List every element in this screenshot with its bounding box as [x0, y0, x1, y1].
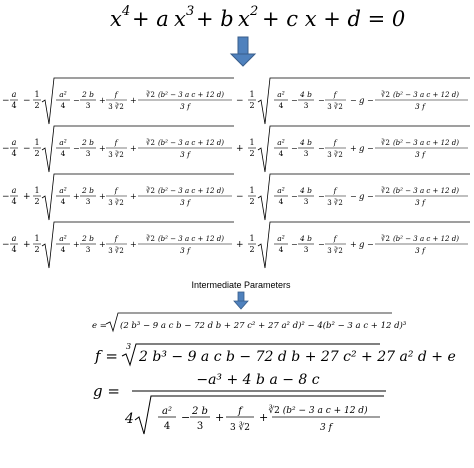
root-left-sqrt-sign: [42, 222, 234, 268]
rterm-4b-numerator: 4 b: [300, 234, 312, 243]
term-2b-numerator: 2 b: [82, 186, 94, 195]
term-plus-1: +: [99, 144, 106, 153]
rterm-a2-numerator: a²: [277, 186, 285, 195]
root-lead-sign: −: [2, 96, 10, 106]
root-half-sign: +: [23, 240, 31, 250]
root-left-sqrt-sign: [42, 78, 234, 124]
rterm-big-denominator: 3 f: [415, 150, 425, 159]
term-a2-denominator: 4: [60, 245, 66, 254]
term-2b-denominator: 3: [85, 101, 91, 110]
root-lead-sign: −: [2, 240, 10, 250]
root-half-sign: −: [23, 96, 31, 106]
term-big-denominator: 3 f: [180, 102, 190, 111]
rterm-minus-1: −: [291, 240, 298, 249]
term-f-denominator: 3 ∛2: [108, 103, 124, 111]
rterm-minus-2: −: [318, 192, 325, 201]
root-half-sign: +: [23, 192, 31, 202]
rterm-a2-denominator: 4: [278, 245, 284, 254]
root-1: [2, 78, 470, 124]
root-half-numerator: 1: [34, 138, 40, 147]
rterm-minus-2: −: [318, 144, 325, 153]
term-f-numerator: f: [114, 90, 118, 99]
rterm-4b-denominator: 3: [303, 197, 309, 206]
root-3: [2, 174, 470, 220]
term-big-numerator: ∛2 (b² − 3 a c + 12 d): [146, 139, 224, 147]
root-half-denominator: 2: [34, 197, 40, 206]
term-2b-numerator: 2 b: [82, 138, 94, 147]
down-arrow-icon: [231, 37, 255, 66]
rterm-minus-1: −: [291, 96, 298, 105]
rterm-f-denominator: 3 ∛2: [327, 103, 343, 111]
rterm-g: g: [359, 144, 365, 154]
rterm-big-numerator: ∛2 (b² − 3 a c + 12 d): [381, 91, 459, 99]
term-big-numerator: ∛2 (b² − 3 a c + 12 d): [146, 235, 224, 243]
eq-exp3: 3: [186, 4, 195, 19]
rterm-g-sign: −: [350, 192, 357, 201]
rterm-g-sign: −: [350, 96, 357, 105]
root-4: [2, 222, 470, 268]
rterm-a2-numerator: a²: [277, 138, 285, 147]
rterm-big-denominator: 3 f: [415, 198, 425, 207]
term-big-denominator: 3 f: [180, 150, 190, 159]
rterm-a2-denominator: 4: [278, 197, 284, 206]
e-definition: [92, 313, 407, 331]
root-half-numerator: 1: [34, 186, 40, 195]
root-half-denominator: 2: [34, 101, 40, 110]
rterm-a2-numerator: a²: [277, 90, 285, 99]
term-minus-1: +: [73, 192, 80, 201]
term-f-numerator: f: [114, 138, 118, 147]
g-t2-denominator: 3: [196, 421, 204, 432]
eq-plus-b: + b: [196, 7, 234, 31]
root-mid-sign: −: [236, 192, 244, 202]
term-minus-1: +: [73, 240, 80, 249]
rterm-g-sign: +: [350, 240, 357, 249]
rterm-minus-3: −: [367, 192, 374, 201]
term-plus-1: +: [99, 240, 106, 249]
eq-x4: x: [110, 7, 122, 31]
rterm-4b-numerator: 4 b: [300, 90, 312, 99]
rterm-minus-2: −: [318, 240, 325, 249]
rterm-4b-denominator: 3: [303, 101, 309, 110]
term-a2-numerator: a²: [59, 138, 67, 147]
g-t1-denominator: 4: [163, 421, 171, 432]
root-mid-sign: −: [236, 96, 244, 106]
rterm-a2-denominator: 4: [278, 101, 284, 110]
g-plus-2: +: [259, 411, 269, 424]
term-a2-denominator: 4: [60, 149, 66, 158]
g-t3-denominator: 3 ∛2: [229, 423, 251, 433]
term-big-numerator: ∛2 (b² − 3 a c + 12 d): [146, 187, 224, 195]
f-body: 2 b³ − 9 a c b − 72 d b + 27 c² + 27 a² d + e: [139, 349, 456, 365]
f-definition: [94, 342, 456, 365]
term-2b-numerator: 2 b: [82, 90, 94, 99]
term-f-numerator: f: [114, 186, 118, 195]
term-2b-denominator: 3: [85, 245, 91, 254]
rterm-f-denominator: 3 ∛2: [327, 151, 343, 159]
rterm-big-denominator: 3 f: [415, 102, 425, 111]
eq-x3: x: [174, 7, 186, 31]
term-f-denominator: 3 ∛2: [108, 199, 124, 207]
rterm-minus-3: −: [367, 96, 374, 105]
rterm-g-sign: +: [350, 144, 357, 153]
root-mid-sign: +: [236, 144, 244, 154]
root-half2-denominator: 2: [249, 101, 255, 110]
term-a2-denominator: 4: [60, 101, 66, 110]
g-definition: [93, 372, 386, 434]
root-a-denominator: 4: [11, 101, 17, 110]
e-body: (2 b³ − 9 a c b − 72 d b + 27 c² + 27 a² d)² − 4(b² − 3 a c + 12 d)³: [120, 321, 407, 331]
rterm-minus-1: −: [291, 144, 298, 153]
g-coefficient: 4: [125, 411, 134, 427]
g-t3-numerator: f: [238, 406, 242, 417]
term-f-numerator: f: [114, 234, 118, 243]
root-half2-numerator: 1: [249, 90, 255, 99]
root-a-numerator: a: [11, 186, 17, 195]
rterm-minus-3: −: [367, 240, 374, 249]
term-plus-2: +: [130, 144, 137, 153]
term-minus-1: −: [73, 144, 80, 153]
rterm-4b-denominator: 3: [303, 149, 309, 158]
g-t2-numerator: 2 b: [192, 406, 208, 417]
rterm-minus-3: −: [367, 144, 374, 153]
term-big-numerator: ∛2 (b² − 3 a c + 12 d): [146, 91, 224, 99]
term-f-denominator: 3 ∛2: [108, 247, 124, 255]
root-half2-denominator: 2: [249, 245, 255, 254]
rterm-a2-denominator: 4: [278, 149, 284, 158]
term-2b-denominator: 3: [85, 197, 91, 206]
eq-tail: + c x + d = 0: [262, 7, 406, 31]
root-half-sign: −: [23, 144, 31, 154]
g-numerator: −a³ + 4 b a − 8 c: [196, 372, 320, 388]
term-minus-1: −: [73, 96, 80, 105]
term-2b-numerator: 2 b: [82, 234, 94, 243]
term-a2-numerator: a²: [59, 90, 67, 99]
root-half2-numerator: 1: [249, 186, 255, 195]
rterm-4b-numerator: 4 b: [300, 186, 312, 195]
term-big-denominator: 3 f: [180, 198, 190, 207]
root-left-sqrt-sign: [42, 174, 234, 220]
eq-x2: x: [238, 7, 250, 31]
f-lhs: f =: [95, 347, 118, 365]
g-plus-1: +: [215, 411, 225, 424]
term-plus-2: +: [130, 192, 137, 201]
rterm-f-numerator: f: [333, 186, 337, 195]
rterm-g: g: [359, 96, 365, 106]
rterm-f-denominator: 3 ∛2: [327, 199, 343, 207]
root-a-numerator: a: [11, 138, 17, 147]
root-2: [2, 126, 470, 172]
term-plus-2: +: [130, 240, 137, 249]
term-plus-2: +: [130, 96, 137, 105]
f-root-index: 3: [126, 342, 132, 351]
term-2b-denominator: 3: [85, 149, 91, 158]
rterm-big-numerator: ∛2 (b² − 3 a c + 12 d): [381, 235, 459, 243]
root-a-denominator: 4: [11, 245, 17, 254]
term-plus-1: +: [99, 96, 106, 105]
root-half2-numerator: 1: [249, 234, 255, 243]
root-lead-sign: −: [2, 144, 10, 154]
intermediate-parameters-label: Intermediate Parameters: [191, 280, 291, 290]
root-half-numerator: 1: [34, 90, 40, 99]
root-a-numerator: a: [11, 234, 17, 243]
root-half-numerator: 1: [34, 234, 40, 243]
root-a-denominator: 4: [11, 149, 17, 158]
term-big-denominator: 3 f: [180, 246, 190, 255]
term-f-denominator: 3 ∛2: [108, 151, 124, 159]
root-half2-denominator: 2: [249, 197, 255, 206]
term-a2-numerator: a²: [59, 234, 67, 243]
rterm-f-denominator: 3 ∛2: [327, 247, 343, 255]
root-lead-sign: −: [2, 192, 10, 202]
rterm-a2-numerator: a²: [277, 234, 285, 243]
rterm-f-numerator: f: [333, 234, 337, 243]
rterm-big-numerator: ∛2 (b² − 3 a c + 12 d): [381, 187, 459, 195]
root-half2-numerator: 1: [249, 138, 255, 147]
eq-exp4: 4: [122, 4, 131, 19]
rterm-minus-2: −: [318, 96, 325, 105]
eq-exp2: 2: [250, 4, 259, 19]
root-half-denominator: 2: [34, 245, 40, 254]
g-lhs: g =: [93, 382, 120, 400]
rterm-minus-1: −: [291, 192, 298, 201]
rterm-big-denominator: 3 f: [415, 246, 425, 255]
rterm-4b-denominator: 3: [303, 245, 309, 254]
rterm-4b-numerator: 4 b: [300, 138, 312, 147]
root-a-numerator: a: [11, 90, 17, 99]
root-a-denominator: 4: [11, 197, 17, 206]
term-a2-numerator: a²: [59, 186, 67, 195]
small-down-arrow-icon: [234, 292, 248, 309]
g-minus: −: [181, 411, 191, 424]
eq-plus-a: + a: [132, 7, 169, 31]
rterm-g: g: [359, 192, 365, 202]
root-half2-denominator: 2: [249, 149, 255, 158]
root-left-sqrt-sign: [42, 126, 234, 172]
term-a2-denominator: 4: [60, 197, 66, 206]
rterm-f-numerator: f: [333, 138, 337, 147]
g-t4-numerator: ∛2 (b² − 3 a c + 12 d): [268, 406, 368, 416]
rterm-f-numerator: f: [333, 90, 337, 99]
root-mid-sign: +: [236, 240, 244, 250]
e-lhs: e =: [92, 321, 107, 331]
term-plus-1: +: [99, 192, 106, 201]
root-half-denominator: 2: [34, 149, 40, 158]
rterm-g: g: [359, 240, 365, 250]
g-t4-denominator: 3 f: [320, 423, 332, 433]
roots-block: [2, 78, 470, 268]
quartic-equation: [110, 4, 405, 31]
rterm-big-numerator: ∛2 (b² − 3 a c + 12 d): [381, 139, 459, 147]
g-t1-numerator: a²: [162, 406, 172, 417]
